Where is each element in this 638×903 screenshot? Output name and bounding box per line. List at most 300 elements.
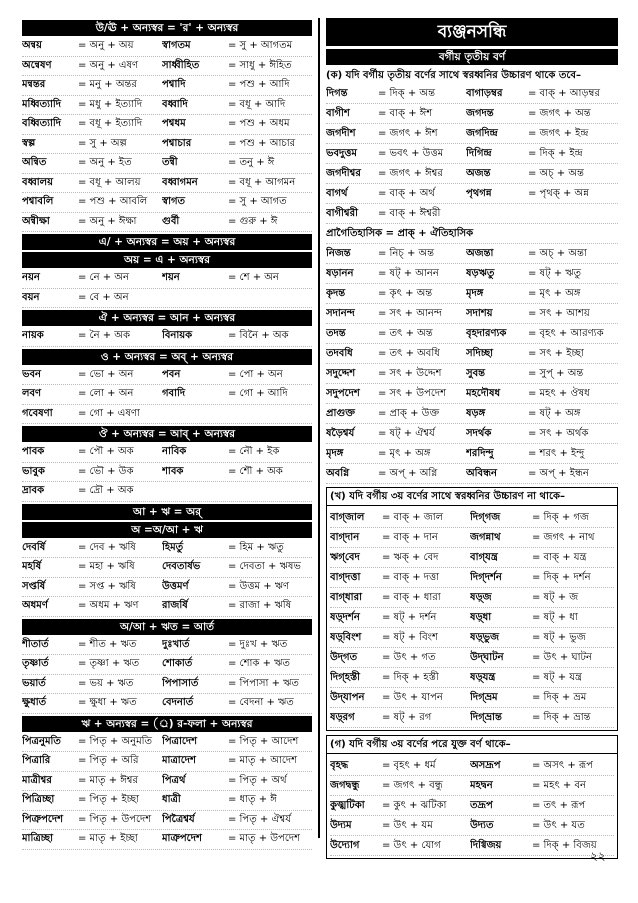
expansion-2: = পশু + আচার [228,137,296,149]
page-number: ২২ [590,849,606,863]
term-1: তদবধি [326,348,353,359]
term-2: উত্তমর্ণ [162,580,189,592]
term-1: অবগ্নি [326,468,350,479]
term-1: বধ্বালয় [22,176,54,188]
table-row [326,104,618,124]
term-1: ক্ষুধার্ত [22,697,47,708]
expansion-2: = নৌ + ইক [228,446,280,457]
table-row [22,115,312,135]
term-2: দেবতার্ষভ [162,561,201,572]
section-b-note: (খ) যদি বর্গীয় ৩য় বর্ণের সাথে স্বরধ্বনির উচ্চারণ না থাকে– [327,488,617,506]
term-1: ভবন [22,368,41,380]
expansion-2: = তনু + ঈ [228,157,275,168]
expansion-1: = অধম + ঋণ [78,600,139,611]
term-2: মহদৌষধ [466,388,501,399]
term-1: অন্বীক্ষা [22,215,50,227]
expansion-2: = দিক্‌ + ভ্রম [532,692,587,703]
table-row [330,708,614,728]
expansion-2: = সৎ + অর্থক [528,428,589,439]
expansion-2: = শৌ + অক [228,465,283,477]
term-2: দিগ্‌দর্শন [470,572,502,583]
term-1: দ্রাবক [22,485,45,496]
table-row [22,57,312,77]
expansion-2: = বাক্‌ + আড়ম্বর [528,88,600,99]
expansion-1: = বাক্‌ + ধারা [382,592,441,603]
expansion-1: = জগৎ + ঈশ [378,128,438,139]
expansion-2: = মাতৃ + আদেশ [228,755,298,766]
table-row [22,675,312,695]
term-2: শয়ন [162,272,180,283]
expansion-2: = মহৎ + বন [532,780,586,791]
expansion-2: = জগৎ + অন্ত [528,108,591,119]
table-row [22,791,312,811]
expansion-2: = শে + অন [228,272,279,283]
expansion-2: = অসৎ + রূপ [532,760,593,771]
expansion-1: = দ্রৌ + অক [78,485,134,496]
term-1: দিগ্‌হস্তী [330,672,361,683]
term-1: প্রাগুক্ত [326,408,355,419]
term-1: উদ্‌গত [330,652,358,663]
expansion-1: = ভবৎ + উত্তম [378,148,444,159]
term-1: পাবক [22,446,45,457]
term-2: জগন্নাথ [470,532,501,543]
expansion-1: = কৃৎ + অন্ত [378,288,433,299]
term-1: ষড়্‌দর্শন [330,612,360,623]
expansion-2: = সাধু + ঈহিত [228,59,292,71]
term-2: উদ্‌ঘাটন [470,652,504,663]
expansion-2: = ষট্‌ + জ [532,592,579,603]
expansion-1: = শীত + ঋত [78,638,137,650]
table-row [22,811,312,831]
table-row [330,796,614,816]
table-row [330,628,614,648]
expansion-2: = সৎ + ইচ্ছা [528,348,584,359]
expansion-1: = গো + এষণা [78,407,140,419]
section-c-box [326,735,618,859]
term-2: গবাদি [162,388,186,399]
table-row [330,688,614,708]
expansion-2: = গুরু + ঈ [228,215,278,227]
expansion-1: = ভো + অন [78,368,134,380]
table-row [22,443,312,463]
table-row [326,404,618,424]
table-row [22,174,312,194]
table-row [22,772,312,792]
expansion-2: = বিনৈ + অক [228,330,289,341]
rule-header: ঔ + অন্যস্বর = আব্‌ + অন্যস্বর [22,426,312,442]
term-2: বাগ্‌যন্ত্র [470,552,498,563]
table-row [330,756,614,776]
term-1: বাগর্থ [326,188,348,199]
section-c-note: (গ) যদি বর্গীয় ৩য় বর্ণের পরে যুক্ত বর্ণ থাকে– [327,736,617,754]
term-2: ষড়্‌জ [470,592,492,603]
expansion-1: = ষট্‌ + রগ [382,712,432,723]
term-2: পৃথগন্ন [466,188,492,199]
expansion-2: = জগৎ + ইন্দ্র [528,128,589,139]
expansion-1: = তৃষ্ণা + ঋত [78,658,140,669]
expansion-1: = পৌ + অক [78,446,134,457]
expansion-2: = মৃৎ + অঙ্গ [528,288,581,299]
expansion-2: = সু + আগত [228,196,287,207]
table-row [22,366,312,386]
term-1: কুজ্ঝটিকা [330,800,365,811]
table-row [326,324,618,344]
term-2: পিত্রাদেশ [162,735,198,747]
table-row [330,588,614,608]
table-row [326,284,618,304]
term-1: মাত্রীশ্বর [22,774,52,786]
term-2: সাধ্বীহিত [162,59,200,71]
table-row [326,424,618,444]
table-row [22,733,312,753]
table-row [22,694,312,714]
term-2: বধ্বাদি [162,98,188,110]
term-1: সপ্তর্ষি [22,580,46,592]
section-c-table [330,756,614,856]
term-1: ঋগ্‌বেদ [330,552,360,563]
expansion-1: = অনু + ইত [78,157,132,168]
term-1: দিগন্ত [326,88,348,99]
term-1: নয়ন [22,272,40,283]
term-2: অজন্ত [466,168,491,179]
term-2: দিগিন্দ্র [466,148,492,159]
table-row [330,568,614,588]
term-2: জগদন্ত [466,108,494,119]
expansion-1: = ভয় + ঋত [78,677,134,689]
expansion-1: = বাক্‌ + অর্থ [378,188,435,199]
term-2: পশ্বধম [162,118,186,129]
term-1: বয়ন [22,291,40,303]
expansion-1: = সৎ + আনন্দ [378,308,442,319]
term-2: ষড়্‌ধা [470,612,492,623]
expansion-2: = উত্তম + ঋণ [228,580,290,592]
term-1: সদানন্দ [326,308,355,319]
expansion-1: = দিক্‌ + হস্তী [382,672,439,683]
expansion-2: = ষট্‌ + ধা [532,612,578,623]
table-row [330,668,614,688]
page-title: ব্যঞ্জনসন্ধি [326,18,618,46]
term-2: শরদিন্দু [466,448,494,459]
left-column [22,18,312,850]
term-2: দুঃখার্ত [162,638,190,650]
term-2: বৃহদারণ্যক [466,328,507,339]
term-2: সদর্থক [466,428,492,439]
expansion-2: = দুঃখ + ঋত [228,638,288,650]
expansion-2: = মহৎ + ঔষধ [528,388,590,399]
table-row [22,752,312,772]
expansion-2: = উৎ + ঘাটন [532,652,592,663]
term-1: ভাবুক [22,465,45,477]
expansion-1: = লো + অন [78,388,134,399]
expansion-1: = ষট্‌ + বিংশ [382,632,438,643]
expansion-1: = অনু + ঈক্ষা [78,215,137,227]
term-1: ষড়ানন [326,268,354,279]
table-row [326,344,618,364]
term-2: মহদ্বন [470,780,493,791]
praitihasik-note: প্রাগৈতিহাসিক = প্রাক্‌ + ঐতিহাসিক [326,224,618,244]
table-row [330,836,614,856]
expansion-1: = ভৌ + উক [78,465,134,477]
rule-header: ঋ + অন্যস্বর = (্র) র-ফলা + অন্যস্বর [22,716,312,732]
term-2: দিগ্‌ভ্রান্ত [470,712,502,723]
term-2: সদিচ্ছা [466,348,494,359]
term-2: অসদ্রূপ [470,760,501,771]
expansion-1: = তৎ + অবধি [378,348,440,359]
table-row [22,830,312,850]
expansion-1: = অপ্‌ + অগ্নি [378,468,438,479]
expansion-2: = দিক্‌ + ইন্দ্র [528,148,583,159]
expansion-1: = সৎ + উপদেশ [378,388,447,399]
expansion-2: = বধূ + আগমন [228,176,296,188]
expansion-1: = উৎ + গত [382,652,436,663]
section-b-table [330,508,614,728]
rule-header: অ/আ + ঋত = আর্ত [22,619,312,635]
table-row [22,269,312,289]
term-2: বেদনার্ত [162,697,194,708]
rule-header: ঐ + অন্যস্বর = আন + অন্যস্বর [22,310,312,326]
term-2: মাত্রাদেশ [162,755,196,766]
expansion-2: = গো + আদি [228,388,288,399]
table-row [326,444,618,464]
expansion-1: = নিচ্‌ + অন্ত [378,248,435,259]
expansion-1: = নৈ + অক [78,330,130,341]
term-1: বাগ্‌দত্তা [330,572,361,583]
term-2: ষড়ঋতু [466,268,495,279]
table-row [326,144,618,164]
expansion-2: = ষট্‌ + যন্ত্র [532,672,582,683]
term-2: পিপাসার্ত [162,677,199,689]
term-1: জগদ্বন্ধু [330,780,360,791]
table-row [326,184,618,204]
table-row [22,636,312,656]
term-2: গুর্বী [162,215,180,227]
expansion-2: = তৎ + রূপ [532,800,586,811]
term-2: রাজর্ষি [162,600,188,611]
column-divider [318,18,320,838]
term-2: পবন [162,368,181,380]
term-1: উদ্যম [330,820,352,831]
term-1: অন্বিত [22,157,47,168]
term-2: পিত্রর্থ [162,774,186,786]
expansion-1: = জগৎ + বন্ধু [382,780,443,791]
expansion-2: = সুপ্‌ + অন্ত [528,368,584,379]
term-1: বৃহদ্ধ [330,760,349,771]
term-2: অবিন্ধন [466,468,497,479]
term-2: হিমর্তু [162,541,184,553]
table-row [22,213,312,233]
expansion-2: = দিক্‌ + ভ্রান্ত [532,712,591,723]
rule-header: উ/ঊ + অন্যস্বর = 'র' + অন্যস্বর [22,20,312,36]
term-1: তদন্ত [326,328,346,339]
expansion-2: = পশু + অধম [228,118,290,129]
expansion-1: = অনু + অয় [78,40,134,51]
rule-header: এ/ + অন্যস্বর = অয় + অন্যস্বর [22,234,312,250]
expansion-1: = ক্ষুধা + ঋত [78,697,137,708]
term-1: স্বল্প [22,137,36,149]
expansion-2: = মাতৃ + উপদেশ [228,833,301,844]
table-row [326,264,618,284]
term-2: স্বাগতম [162,40,191,51]
expansion-1: = বাক্‌ + ঈশ্বরী [378,208,441,219]
expansion-1: = পিতৃ + উপদেশ [78,813,152,825]
expansion-2: = পিপাসা + ঋত [228,677,299,689]
expansion-1: = পিতৃ + অনুমতি [78,735,152,747]
table-row [22,96,312,116]
term-1: বাগ্‌ধারা [330,592,362,603]
term-1: নায়ক [22,330,44,341]
term-1: ষড়্‌বিংশ [330,632,362,643]
table-row [326,384,618,404]
expansion-2: = ষট্‌ + অঙ্গ [528,408,581,419]
expansion-2: = ধাতৃ + ঈ [228,794,277,805]
term-1: বধ্বিত্যাদি [22,118,62,129]
term-1: মৃদঙ্গ [326,448,344,459]
rule-header: অয় = এ + অন্যস্বর [22,252,312,268]
table-row [22,463,312,483]
expansion-2: = দিক্‌ + দর্শন [532,572,591,583]
table-row [22,597,312,617]
expansion-2: = দিক্‌ + বিজয় [532,840,597,851]
expansion-1: = বে + অন [78,291,129,303]
term-1: পিত্রিচ্ছা [22,794,55,805]
term-1: মন্বন্তর [22,79,46,90]
section-subtitle: বর্গীয় তৃতীয় বর্ণ [326,49,618,65]
expansion-1: = ষট্‌ + দর্শন [382,612,437,623]
expansion-2: = রাজা + ঋষি [228,600,292,611]
term-1: মাত্রিচ্ছা [22,833,54,844]
term-2: উদ্যত [470,820,494,831]
expansion-1: = বাক্‌ + দান [382,532,438,543]
table-row [326,124,618,144]
expansion-1: = মৃৎ + অঙ্গ [378,448,431,459]
rule-header: ও + অন্যস্বর = অব্‌ + অন্যস্বর [22,349,312,365]
table-row [326,304,618,324]
term-1: পশ্বাবলি [22,196,54,207]
table-row [330,776,614,796]
expansion-1: = সপ্ত + ঋষি [78,580,136,592]
table-row [22,578,312,598]
expansion-1: = সু + অল্প [78,137,127,149]
expansion-1: = ষট্‌ + ঐশ্বর্য [378,428,435,439]
expansion-1: = প্রাক্‌ + উক্ত [378,408,440,419]
expansion-2: = শরৎ + ইন্দু [528,448,585,459]
expansion-2: = দিক্‌ + গজ [532,512,589,523]
table-row [326,204,618,224]
expansion-1: = উৎ + যোগ [382,840,441,851]
expansion-2: = বধূ + আদি [228,98,286,110]
table-row [330,648,614,668]
table-row [330,816,614,836]
table-row [22,482,312,502]
term-1: বাগ্‌দান [330,532,360,543]
expansion-2: = হিম + ঋতু [228,541,284,553]
expansion-1: = পিতৃ + ইচ্ছা [78,794,140,805]
term-1: উদ্যোগ [330,840,360,851]
term-2: নাবিক [162,446,187,457]
table-row [326,244,618,264]
term-1: জগদীশ [326,128,356,139]
term-2: জগদিন্দ্র [466,128,498,139]
expansion-2: = বেদনা + ঋত [228,697,294,708]
term-1: পিত্রারি [22,755,51,766]
rule-header: আ + ঋ = অর্ [22,504,312,520]
expansion-2: = অচ্‌ + অন্ত [528,168,584,179]
term-1: লবণ [22,388,42,399]
table-row [326,364,618,384]
term-1: শীতার্ত [22,638,49,650]
term-2: দিগ্‌গজ [470,512,501,523]
term-2: তদ্রূপ [470,800,493,811]
section-a-note: (ক) যদি বর্গীয় তৃতীয় বর্ণের সাথে স্বরধ্বনির উচ্চারণ থাকে তবে– [326,70,581,81]
expansion-1: = ষট্‌ + আনন [378,268,439,279]
table-row [326,84,618,104]
expansion-1: = মহা + ঋষি [78,561,135,572]
expansion-1: = মাতৃ + ইচ্ছা [78,833,138,844]
term-1: কৃদন্ত [326,288,346,299]
term-2: অজন্তা [466,248,494,259]
right-column [326,18,618,863]
table-row [330,548,614,568]
expansion-1: = মনু + অন্তর [78,79,137,90]
term-1: ষড়ৈশ্বর্য [326,428,355,439]
table-row [22,558,312,578]
term-1: সদুদ্দেশ [326,368,356,379]
expansion-2: = জগৎ + নাথ [532,532,595,543]
expansion-2: = বৃহৎ + আরণ্যক [528,328,604,339]
term-1: বাগীশ [326,108,350,119]
term-2: দিগ্‌ভ্রম [470,692,498,703]
term-1: মধ্বিত্যাদি [22,98,62,110]
term-1: নিজন্ত [326,248,351,259]
table-row [330,528,614,548]
expansion-2: = দেবতা + ঋষভ [228,561,301,572]
term-2: পশ্বাচার [162,137,192,149]
table-row [326,164,618,184]
term-1: সদুপদেশ [326,388,360,399]
term-2: শোকার্ত [162,658,193,669]
term-2: ষড়্‌ভুজ [470,632,500,643]
term-2: স্বাগত [162,196,186,207]
expansion-1: = বধূ + আলয় [78,176,141,188]
term-1: জগদীশ্বর [326,168,361,179]
term-2: পিত্রৈশ্বর্য [162,813,195,825]
expansion-1: = পশু + আবলি [78,196,148,207]
term-1: মহর্ষি [22,561,42,572]
term-2: দিগ্বিজয় [470,840,502,851]
section-a-table-2 [326,244,618,484]
section-b-box [326,487,618,731]
expansion-1: = দিক্‌ + অন্ত [378,88,435,99]
expansion-2: = পিতৃ + আদেশ [228,735,299,747]
expansion-2: = পিতৃ + অর্থ [228,774,287,786]
table-row [22,385,312,405]
expansion-1: = মাতৃ + ঈশ্বর [78,774,138,786]
expansion-1: = নে + অন [78,272,129,283]
term-2: ধাত্রী [162,794,181,805]
term-1: অধমর্ণ [22,600,48,611]
term-1: গবেষণা [22,407,53,419]
term-2: শাবক [162,465,184,477]
term-2: ষড়্‌যন্ত্র [470,672,496,683]
expansion-2: = শোক + ঋত [228,658,290,669]
expansion-1: = কুৎ + ঝটিকা [382,800,447,811]
term-2: বধ্বাগমন [162,176,198,188]
expansion-1: = সৎ + উদ্দেশ [378,368,442,379]
term-1: ভয়ার্ত [22,677,46,689]
expansion-1: = উৎ + যাপন [382,692,443,703]
expansion-1: = বাক্‌ + ঈশ [378,108,433,119]
term-2: মৃদঙ্গ [466,288,484,299]
